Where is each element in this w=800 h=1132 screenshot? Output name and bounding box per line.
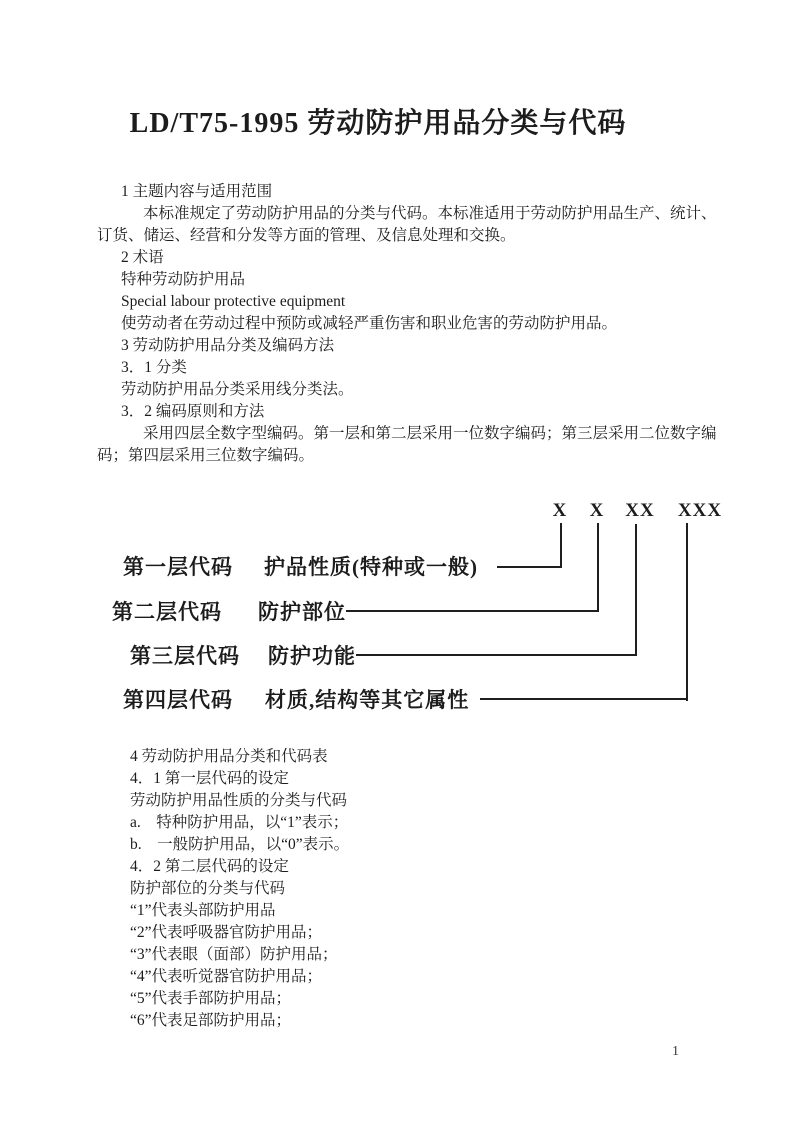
text-line: 防护部位的分类与代码 [130,880,286,897]
text-line: “1”代表头部防护用品 [130,902,276,919]
code-placeholder: X [589,500,605,521]
text-line: 订货、储运、经营和分发等方面的管理、及信息处理和交换。 [97,227,516,244]
text-line: 劳动防护用品性质的分类与代码 [130,792,348,809]
text-line: 3 劳动防护用品分类及编码方法 [121,337,335,354]
text-line: b. 一般防护用品，以“0”表示。 [130,836,350,853]
text-line: “6”代表足部防护用品； [130,1012,292,1029]
text-line: 4．2 第二层代码的设定 [130,858,289,875]
text-line: 2 术语 [121,249,164,266]
text-line: a. 特种防护用品，以“1”表示； [130,814,349,831]
text-line: “3”代表眼（面部）防护用品； [130,946,338,963]
code-placeholder: XX [625,500,655,521]
text-line: 码；第四层采用三位数字编码。 [97,447,315,464]
text-line: “4”代表听觉器官防护用品； [130,968,323,985]
document-title: LD/T75-1995 劳动防护用品分类与代码 [129,108,627,139]
diagram-row [0,600,800,624]
layer-code-label: 第三层代码 [130,644,240,668]
layer-code-description: 防护部位 [258,600,346,624]
diagram-row [0,688,800,712]
text-line: “2”代表呼吸器官防护用品； [130,924,323,941]
text-line: 4 劳动防护用品分类和代码表 [130,748,328,765]
layer-code-label: 第一层代码 [123,555,233,579]
code-placeholder: X [552,500,568,521]
layer-code-label: 第四层代码 [123,688,233,712]
layer-code-description: 护品性质(特种或一般) [264,555,478,579]
text-line: 3．1 分类 [121,359,187,376]
diagram-row [0,644,800,668]
text-line: 本标准规定了劳动防护用品的分类与代码。本标准适用于劳动防护用品生产、统计、 [143,205,717,222]
text-line: 特种劳动防护用品 [121,271,246,288]
text-line: Special labour protective equipment [121,293,346,310]
upper-text-section [0,181,800,467]
layer-code-label: 第二层代码 [112,600,222,624]
text-line: 4．1 第一层代码的设定 [130,770,289,787]
text-line: “5”代表手部防护用品； [130,990,292,1007]
code-placeholder: XXX [677,500,723,521]
layer-code-description: 防护功能 [268,644,356,668]
diagram-row [0,555,800,579]
text-line: 采用四层全数字型编码。第一层和第二层采用一位数字编码；第三层采用二位数字编 [143,425,717,442]
text-line: 1 主题内容与适用范围 [121,183,273,200]
layer-code-description: 材质,结构等其它属性 [265,688,470,712]
connector-vline-3 [635,524,637,656]
lower-text-section [0,746,800,1032]
text-line: 使劳动者在劳动过程中预防或减轻严重伤害和职业危害的劳动防护用品。 [121,315,618,332]
text-line: 劳动防护用品分类采用线分类法。 [121,381,354,398]
page-number: 1 [672,1044,679,1059]
text-line: 3．2 编码原则和方法 [121,403,265,420]
